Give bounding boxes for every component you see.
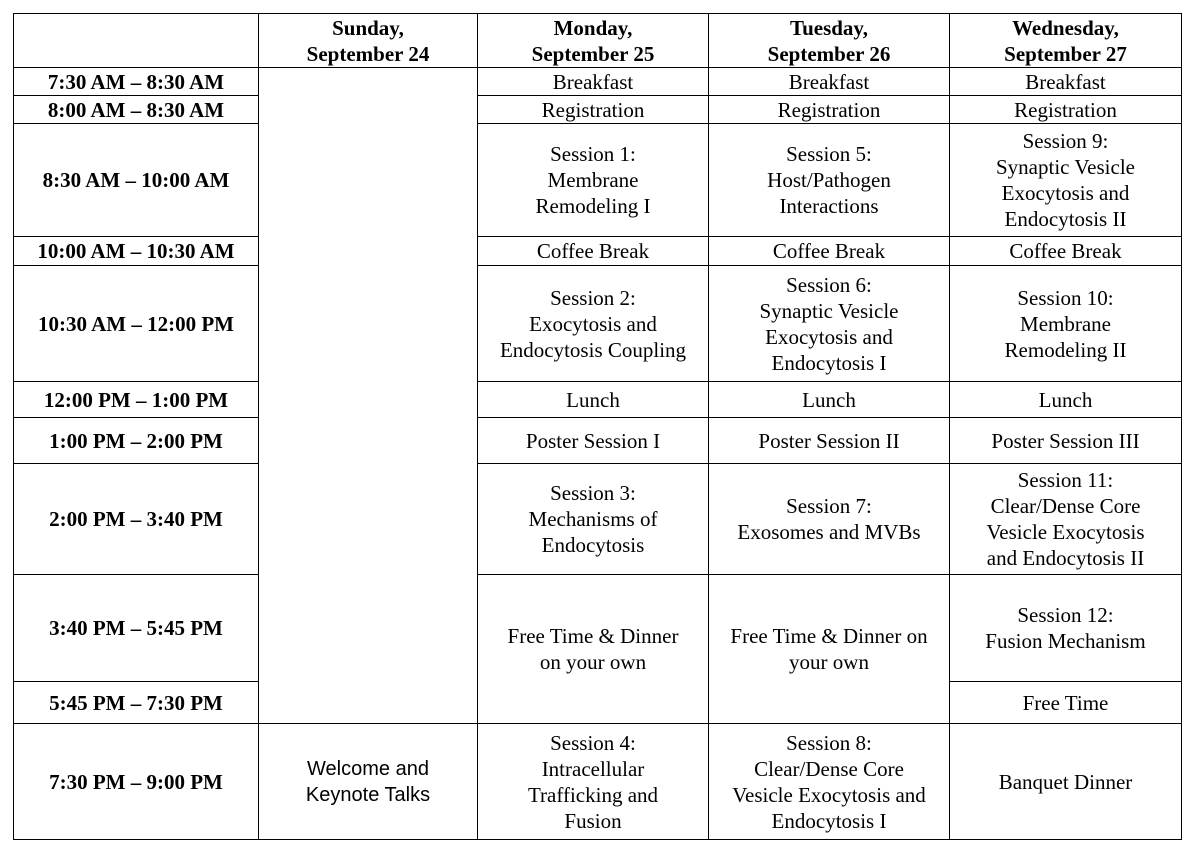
session-line: Remodeling I	[535, 194, 651, 218]
monday-session-1	[478, 124, 709, 237]
header-day-date: September 25	[531, 41, 655, 66]
table-row	[14, 575, 1182, 682]
session-line: Exocytosis and	[529, 311, 657, 336]
session-line: Free Time & Dinner	[507, 624, 679, 648]
table-row	[14, 464, 1182, 575]
session-line: Session 12:	[1017, 603, 1114, 627]
session-line: Host/Pathogen	[767, 168, 891, 192]
session-line: Interactions	[779, 194, 879, 218]
monday-breakfast: Breakfast	[478, 68, 709, 96]
header-row	[14, 14, 1182, 68]
session-line: Session 9:	[1022, 129, 1109, 153]
time-slot: 1:00 PM – 2:00 PM	[14, 418, 259, 464]
session-line: Intracellular	[541, 756, 645, 781]
monday-session-4	[478, 724, 709, 840]
time-slot: 8:00 AM – 8:30 AM	[14, 96, 259, 124]
tuesday-session-6	[709, 266, 950, 382]
session-line: Session 3:	[550, 481, 636, 505]
session-line: Free Time & Dinner on	[730, 624, 928, 648]
monday-lunch: Lunch	[478, 382, 709, 418]
tuesday-session-5	[709, 124, 950, 237]
tuesday-lunch: Lunch	[709, 382, 950, 418]
session-line: Membrane	[1020, 311, 1111, 336]
session-line: Remodeling II	[1004, 337, 1127, 362]
tuesday-session-7	[709, 464, 950, 575]
time-slot: 2:00 PM – 3:40 PM	[14, 464, 259, 575]
session-line: Fusion Mechanism	[985, 629, 1146, 653]
tuesday-poster-session: Poster Session II	[709, 418, 950, 464]
header-day-date: September 24	[306, 41, 430, 66]
session-line: Clear/Dense Core	[990, 494, 1141, 518]
header-day-name: Sunday,	[332, 15, 404, 40]
session-line: Synaptic Vesicle	[759, 298, 899, 323]
tuesday-breakfast: Breakfast	[709, 68, 950, 96]
time-slot: 8:30 AM – 10:00 AM	[14, 124, 259, 237]
session-line: Synaptic Vesicle	[995, 155, 1135, 179]
session-line: Endocytosis II	[1004, 207, 1127, 231]
session-line: Session 1:	[550, 142, 636, 166]
session-line: Endocytosis I	[771, 808, 887, 833]
session-line: Exocytosis and	[1001, 181, 1130, 205]
session-line: Session 6:	[786, 272, 872, 297]
session-line: Vesicle Exocytosis and	[732, 782, 926, 807]
wednesday-banquet-dinner: Banquet Dinner	[950, 724, 1182, 840]
time-slot: 7:30 AM – 8:30 AM	[14, 68, 259, 96]
wednesday-coffee-break: Coffee Break	[950, 237, 1182, 266]
session-line: Session 2:	[550, 285, 636, 310]
header-day-date: September 26	[767, 41, 891, 66]
table-row	[14, 237, 1182, 266]
time-slot: 7:30 PM – 9:00 PM	[14, 724, 259, 840]
wednesday-registration: Registration	[950, 96, 1182, 124]
session-line: Exocytosis and	[765, 324, 893, 349]
monday-registration: Registration	[478, 96, 709, 124]
session-line: Endocytosis Coupling	[499, 337, 687, 362]
table-row	[14, 418, 1182, 464]
session-line: Session 5:	[786, 142, 872, 166]
conference-schedule-table	[13, 13, 1182, 840]
sunday-welcome-keynote	[259, 724, 478, 840]
session-line: Session 4:	[550, 730, 636, 755]
session-line: Session 7:	[786, 494, 872, 518]
session-line: Session 10:	[1017, 285, 1114, 310]
session-line: Endocytosis I	[771, 350, 887, 375]
session-line: Session 11:	[1017, 468, 1114, 492]
header-day-name: Wednesday,	[1012, 15, 1119, 40]
monday-free-time	[478, 575, 709, 724]
session-line: Clear/Dense Core	[754, 756, 904, 781]
table-row	[14, 124, 1182, 237]
session-line: Mechanisms of	[528, 507, 658, 531]
header-tuesday	[709, 14, 950, 68]
sunday-empty-cell	[259, 68, 478, 724]
monday-session-2	[478, 266, 709, 382]
table-row	[14, 266, 1182, 382]
session-line: Fusion	[564, 808, 622, 833]
wednesday-session-10	[950, 266, 1182, 382]
wednesday-poster-session: Poster Session III	[950, 418, 1182, 464]
wednesday-session-9	[950, 124, 1182, 237]
session-line: your own	[789, 650, 869, 674]
monday-coffee-break: Coffee Break	[478, 237, 709, 266]
session-line: Exosomes and MVBs	[737, 520, 921, 544]
wednesday-session-11	[950, 464, 1182, 575]
session-line: Trafficking and	[527, 782, 659, 807]
session-line: Keynote Talks	[305, 783, 431, 806]
time-slot: 10:00 AM – 10:30 AM	[14, 237, 259, 266]
header-wednesday	[950, 14, 1182, 68]
wednesday-session-12	[950, 575, 1182, 682]
table-row	[14, 68, 1182, 96]
session-line: Session 8:	[786, 730, 872, 755]
wednesday-lunch: Lunch	[950, 382, 1182, 418]
time-slot: 3:40 PM – 5:45 PM	[14, 575, 259, 682]
session-line: and Endocytosis II	[986, 546, 1145, 570]
wednesday-breakfast: Breakfast	[950, 68, 1182, 96]
session-line: on your own	[539, 650, 647, 674]
session-line: Vesicle Exocytosis	[986, 520, 1145, 544]
monday-poster-session: Poster Session I	[478, 418, 709, 464]
session-line: Welcome and	[307, 757, 429, 780]
table-row	[14, 382, 1182, 418]
tuesday-session-8	[709, 724, 950, 840]
time-slot: 10:30 AM – 12:00 PM	[14, 266, 259, 382]
header-sunday	[259, 14, 478, 68]
monday-session-3	[478, 464, 709, 575]
session-line: Membrane	[547, 168, 639, 192]
session-line: Endocytosis	[541, 533, 645, 557]
header-day-date: September 27	[1004, 41, 1127, 66]
wednesday-free-time: Free Time	[950, 682, 1182, 724]
table-row	[14, 96, 1182, 124]
time-slot: 5:45 PM – 7:30 PM	[14, 682, 259, 724]
header-day-name: Tuesday,	[789, 15, 869, 40]
time-slot: 12:00 PM – 1:00 PM	[14, 382, 259, 418]
header-corner-cell	[14, 14, 259, 68]
header-day-name: Monday,	[553, 15, 633, 40]
tuesday-free-time	[709, 575, 950, 724]
tuesday-registration: Registration	[709, 96, 950, 124]
tuesday-coffee-break: Coffee Break	[709, 237, 950, 266]
header-monday	[478, 14, 709, 68]
table-row	[14, 724, 1182, 840]
